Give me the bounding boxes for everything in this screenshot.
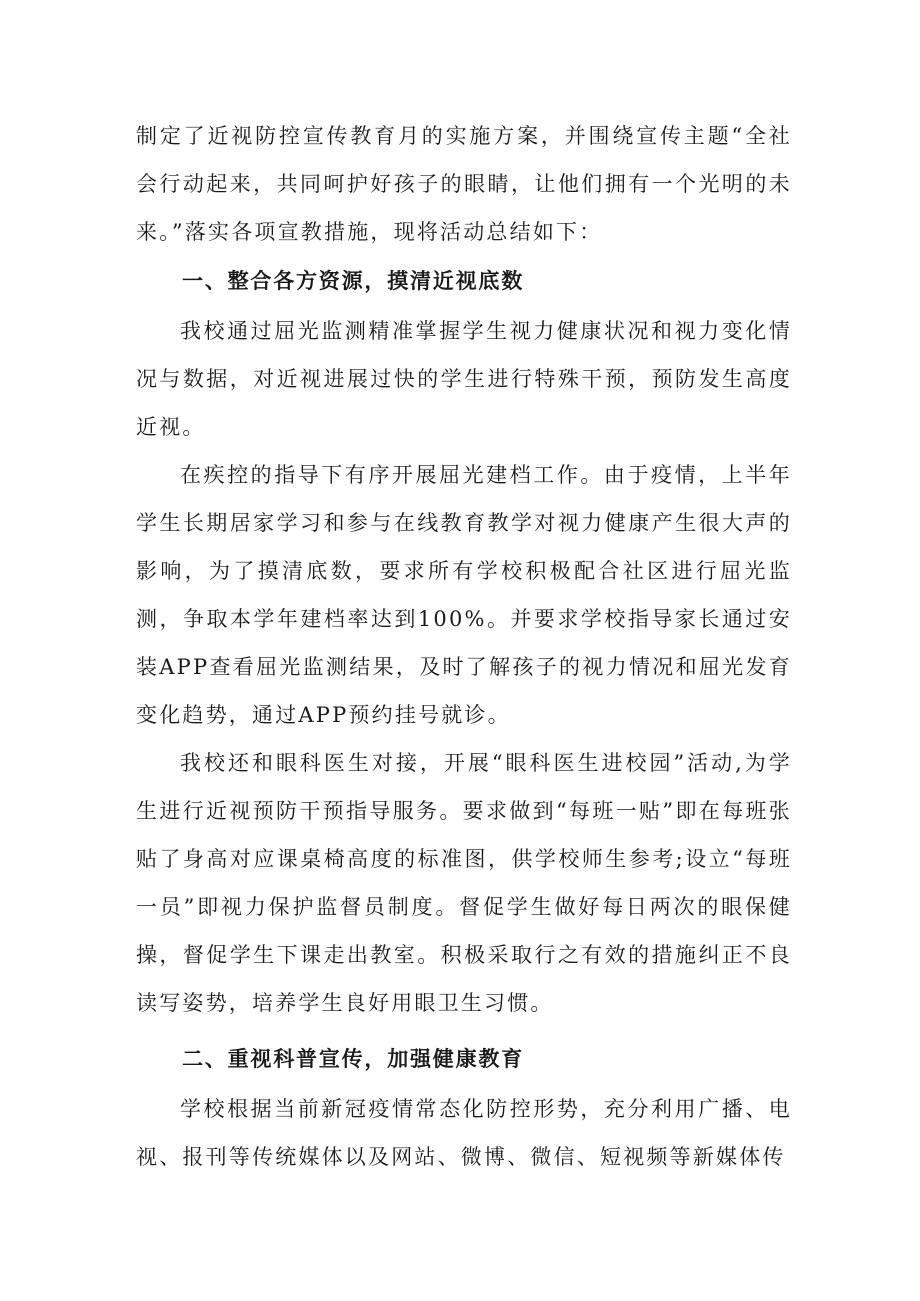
document-page [136,112,792,1181]
section-1-heading: 一、整合各方资源，摸清近视底数 [182,269,524,293]
section-1-paragraph-3: 我校还和眼科医生对接，开展“眼科医生进校园”活动,为学生进行近视预防干预指导服务。要求做到“每班一贴”即在每班张贴了身高对应课桌椅高度的标准图，供学校师生参考;设立“每班一员”即视力保护监督员制度。督促学生做好每日两次的眼保健操，督促学生下课走出教室。积极采取行之有效的措施纠正不良读写姿势，培养学生良好用眼卫生习惯。 [136,751,792,1015]
intro-paragraph: 制定了近视防控宣传教育月的实施方案，并围绕宣传主题“全社会行动起来，共同呵护好孩子的眼睛，让他们拥有一个光明的未来。”落实各项宣教措施，现将活动总结如下： [136,124,792,244]
section-1-paragraph-2: 在疾控的指导下有序开展屈光建档工作。由于疫情，上半年学生长期居家学习和参与在线教育教学对视力健康产生很大声的影响，为了摸清底数，要求所有学校积极配合社区进行屈光监测，争取本学年建档率达到100%。并要求学校指导家长通过安装APP查看屈光监测结果，及时了解孩子的视力情况和屈光发育变化趋势，通过APP预约挂号就诊。 [136,463,792,727]
section-2-heading: 二、重视科普宣传，加强健康教育 [182,1047,524,1071]
section-2-paragraph-1: 学校根据当前新冠疫情常态化防控形势，充分利用广播、电视、报刊等传统媒体以及网站、微博、微信、短视频等新媒体传 [136,1097,792,1169]
section-1-paragraph-1: 我校通过屈光监测精准掌握学生视力健康状况和视力变化情况与数据，对近视进展过快的学生进行特殊干预，预防发生高度近视。 [136,319,792,439]
